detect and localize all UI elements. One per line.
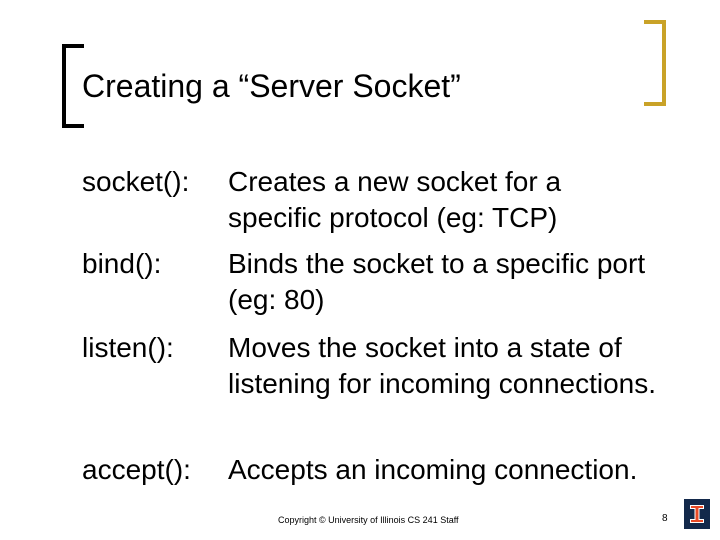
term-socket: socket(): — [82, 166, 190, 197]
term-listen: listen(): — [82, 332, 174, 363]
right-bracket-decoration — [644, 20, 666, 106]
page-number: 8 — [662, 513, 668, 524]
description-bind: Binds the socket to a specific port (eg: 80) — [228, 248, 646, 315]
illinois-logo-icon — [684, 499, 710, 529]
slide-title: Creating a “Server Socket” — [82, 68, 461, 104]
term-bind: bind(): — [82, 248, 162, 279]
description-listen: Moves the socket into a state of listening for incoming connections. — [228, 332, 657, 399]
left-bracket-decoration — [62, 44, 84, 128]
copyright-footer: Copyright © University of Illinois CS 241 Staff — [278, 515, 459, 525]
description-accept: Accepts an incoming connection. — [228, 454, 638, 485]
description-socket: Creates a new socket for a specific protocol (eg: TCP) — [228, 166, 562, 233]
term-accept: accept(): — [82, 454, 191, 485]
